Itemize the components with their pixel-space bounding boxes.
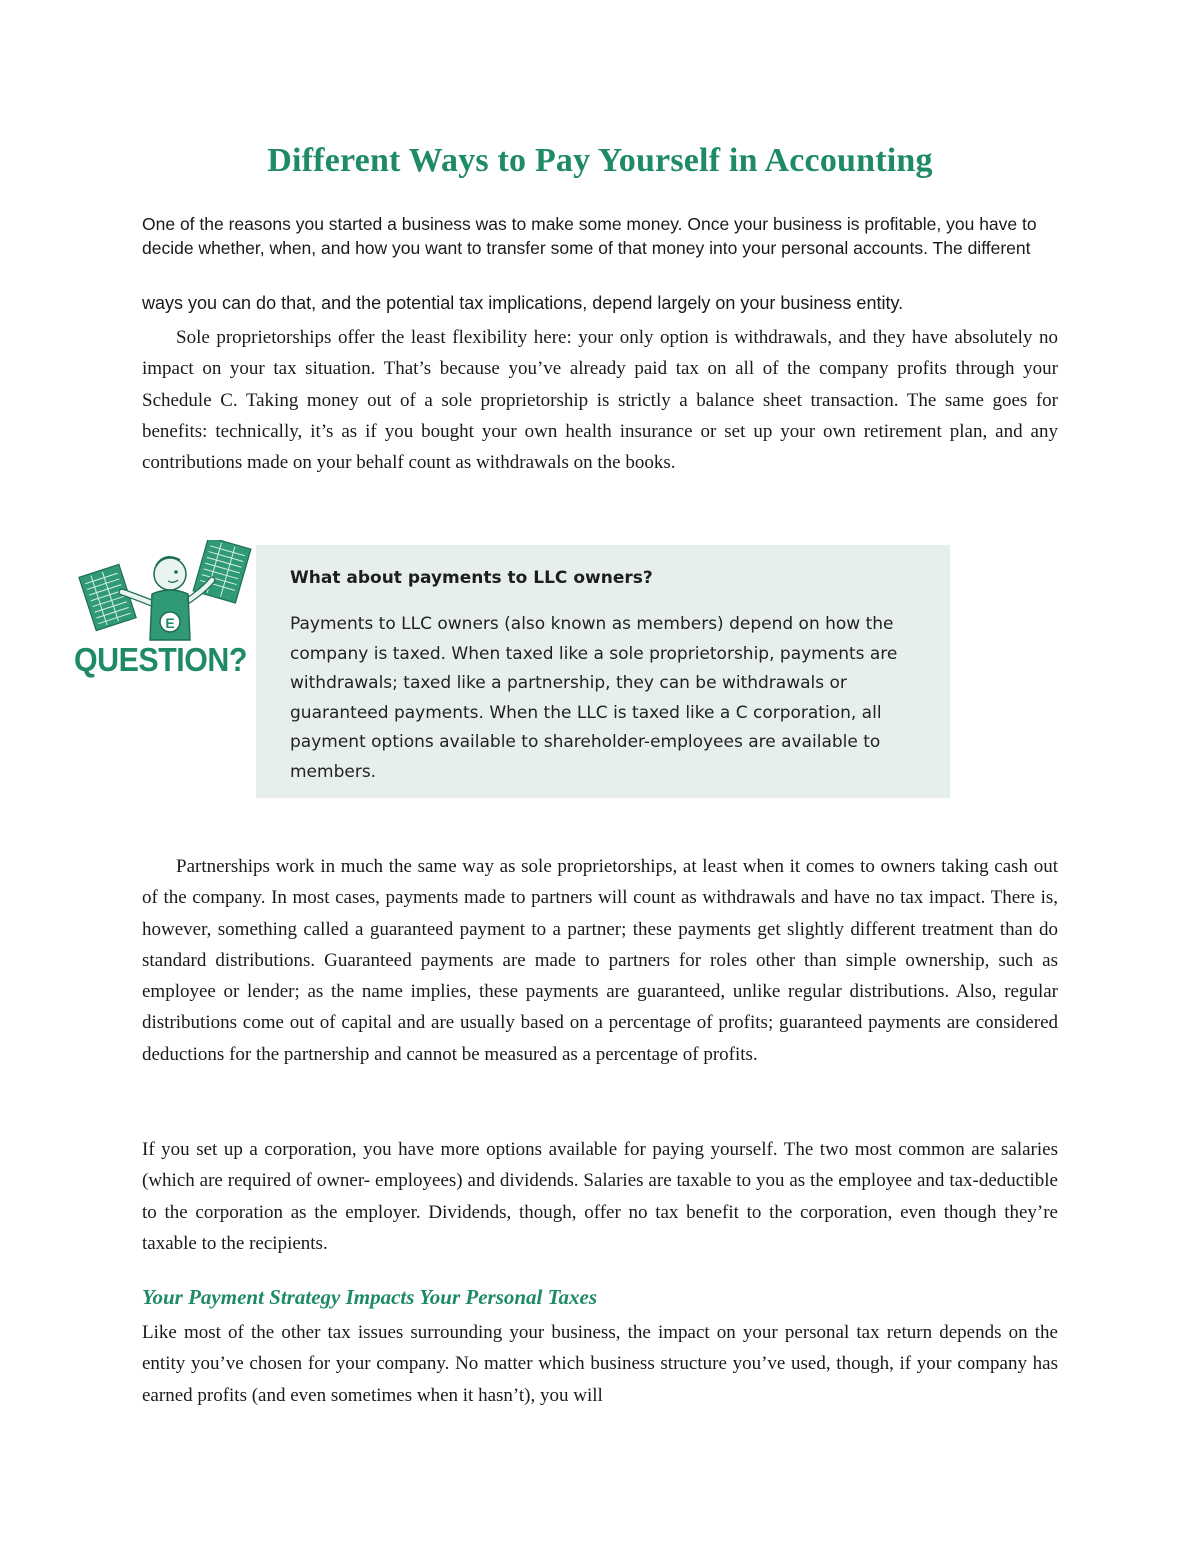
page-title: Different Ways to Pay Yourself in Accounting — [267, 142, 933, 179]
badge-letter: E — [165, 615, 175, 631]
intro-line: ways you can do that, and the potential tax implications, depend largely on your business entity. — [142, 293, 904, 313]
paragraph-sole-proprietorships: Sole proprietorships offer the least flexibility here: your only option is withdrawals, and they have absolutely no impact on your tax situation. That’s because you’ve already paid tax on all of the company profits through your Schedule C. Taking money out of a sole proprietorship is strictly a balance sheet transaction. The same goes for benefits: technically, it’s as if you bought your own health insurance or set up your own retirement plan, and any contributions made on your behalf count as withdrawals on the books. — [142, 327, 1058, 474]
section-subheading: Your Payment Strategy Impacts Your Personal Taxes — [142, 1285, 598, 1309]
question-label: QUESTION? — [74, 641, 247, 678]
paragraph-corporation: If you set up a corporation, you have more options available for paying yourself. The two most common are salaries (which are required of owner- employees) and dividends. Salaries are taxable to you as the employee and tax-deductible to the corporation as the employer. Dividends, though, offer no tax benefit to the corporation, even though they’re taxable to the recipients. — [142, 1139, 1058, 1254]
paragraph-personal-taxes: Like most of the other tax issues surrounding your business, the impact on your personal tax return depends on the entity you’ve chosen for your company. No matter which business structure you’ve used, though, if your company has earned profits (and even sometimes when it hasn’t), you will — [142, 1322, 1058, 1406]
paragraph-partnerships: Partnerships work in much the same way as sole proprietorships, at least when it comes to owners taking cash out of the company. In most cases, payments made to partners will count as withdrawals and have no tax impact. There is, however, something called a guaranteed payment to a partner; these payments get slightly different treatment than do standard distributions. Guaranteed payments are made to partners for roles other than simple ownership, such as employee or lender; as the name implies, these payments are guaranteed, unlike regular distributions. Also, regular distributions come out of capital and are usually based on a percentage of profits; guaranteed payments are considered deductions for the partnership and cannot be measured as a percentage of profits. — [142, 856, 1058, 1065]
question-box — [256, 545, 950, 798]
intro-paragraph: One of the reasons you started a business was to make some money. Once your business is profitable, you have to decide whether, when, and how you want to transfer some of that money into your personal accounts. The different — [142, 214, 1037, 258]
question-box-title: What about payments to LLC owners? — [290, 568, 653, 588]
question-box-body: Payments to LLC owners (also known as members) depend on how the company is taxed. When taxed like a sole proprietorship, payments are withdrawals; taxed like a partnership, they can be withdrawals or guaranteed payments. When the LLC is taxed like a C corporation, all payment options available to shareholder-employees are available to members. — [290, 614, 898, 782]
